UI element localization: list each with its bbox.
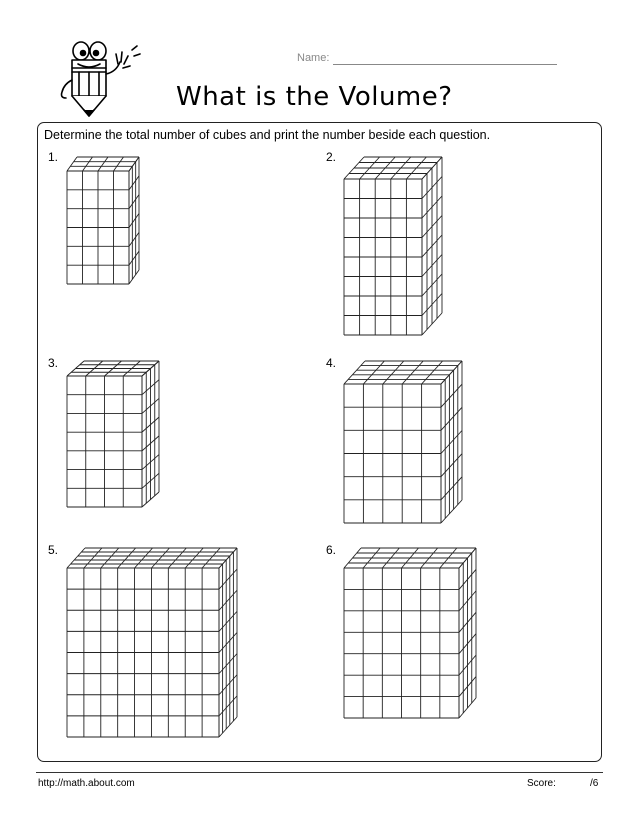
score-total: /6	[590, 778, 599, 789]
footer-divider	[36, 772, 603, 773]
name-input-line[interactable]	[333, 64, 557, 65]
problem-5-label: 5.	[48, 543, 59, 557]
instructions-text: Determine the total number of cubes and print the number beside each question.	[44, 128, 491, 142]
pencil-mascot-icon	[44, 38, 144, 120]
problem-5-cube-prism	[67, 548, 239, 739]
problem-2-label: 2.	[326, 150, 337, 164]
problem-2-cube-prism	[344, 157, 444, 337]
problem-3-cube-prism	[67, 361, 161, 509]
problem-6-cube-prism	[344, 548, 478, 720]
footer-url[interactable]: http://math.about.com	[38, 778, 135, 789]
problem-1-label: 1.	[48, 150, 59, 164]
problem-3-label: 3.	[48, 356, 59, 370]
name-label: Name:	[297, 52, 330, 64]
problem-6-label: 6.	[326, 543, 337, 557]
page-title: What is the Volume?	[176, 82, 453, 112]
problem-4-cube-prism	[344, 361, 464, 525]
problem-1-cube-prism	[67, 157, 141, 286]
score-label: Score:	[527, 778, 556, 789]
problem-4-label: 4.	[326, 356, 337, 370]
